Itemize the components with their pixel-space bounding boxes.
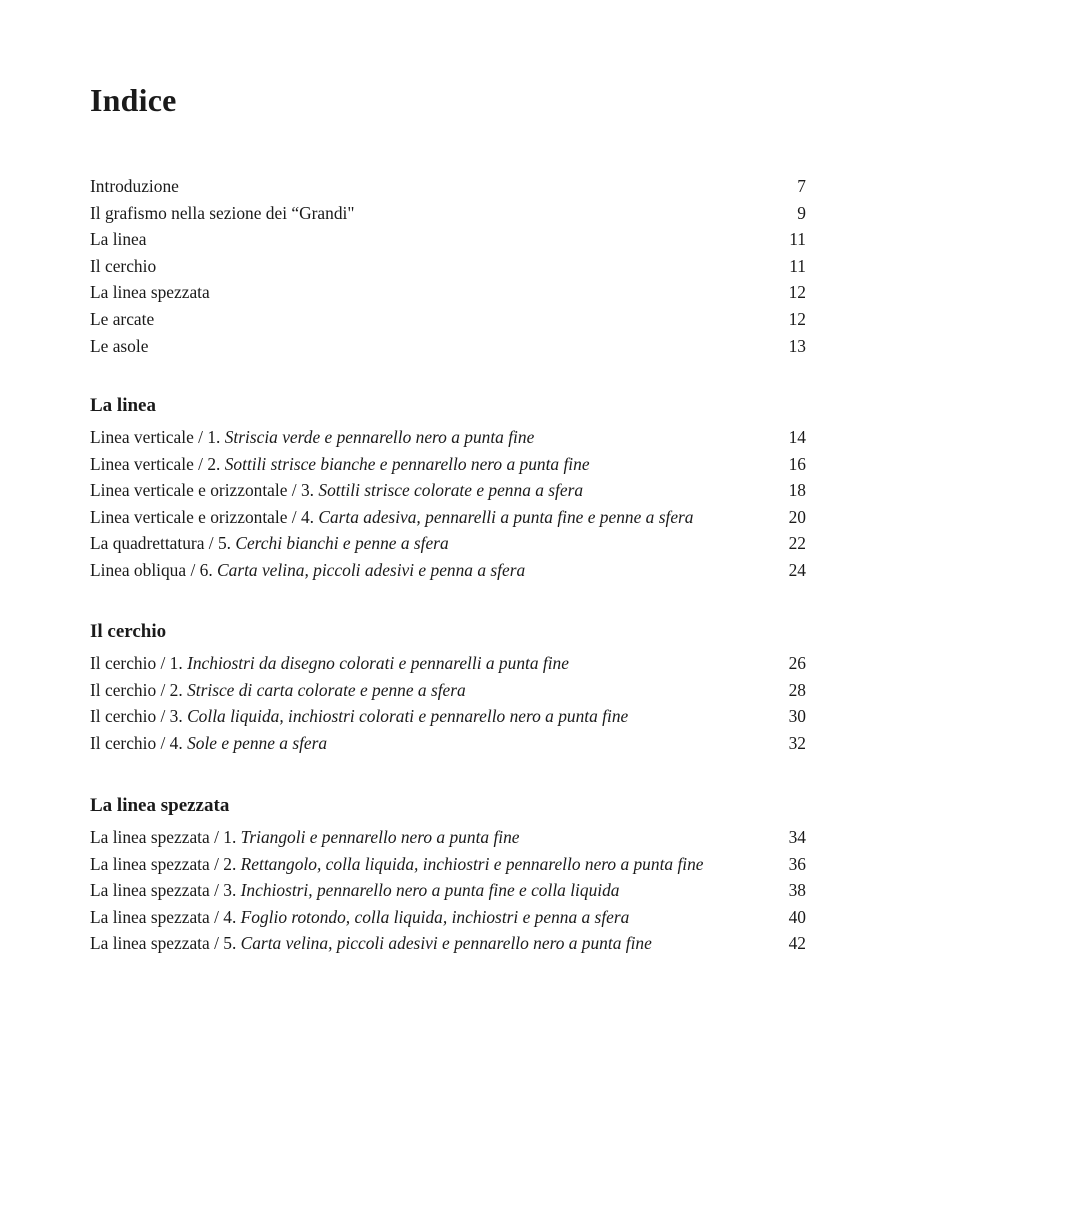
toc-entry-label — [90, 530, 764, 557]
toc-entry-page: 11 — [789, 229, 806, 250]
toc-entry-prefix: Linea verticale / 2. — [90, 453, 225, 474]
toc-entry-page: 36 — [788, 853, 806, 874]
toc-entry[interactable] — [90, 253, 806, 280]
toc-entry-label: Il cerchio — [90, 255, 157, 276]
toc-entry-label — [90, 824, 764, 851]
section-heading: Il cerchio — [90, 621, 167, 642]
toc-entry-page: 24 — [788, 559, 806, 580]
toc-entry-prefix: La linea spezzata / 1. — [90, 827, 241, 847]
toc-entry-label — [90, 877, 764, 904]
toc-entry-page: 42 — [788, 933, 806, 954]
toc-entry-prefix: Linea verticale e orizzontale / 4. — [90, 506, 319, 527]
toc-entry[interactable] — [90, 703, 806, 730]
toc-entry[interactable] — [90, 930, 806, 957]
toc-entry[interactable] — [90, 650, 806, 677]
toc-entry-label — [90, 504, 764, 531]
toc-entry-page: 38 — [788, 880, 806, 901]
toc-entry-page: 12 — [788, 308, 806, 329]
toc-entry[interactable] — [90, 477, 806, 504]
toc-entry-label — [90, 424, 764, 451]
toc-entry-prefix: La linea spezzata / 2. — [90, 853, 241, 874]
toc-entry-page: 13 — [788, 335, 806, 356]
toc-entry-label — [90, 703, 764, 730]
toc-entry-label — [90, 930, 764, 957]
toc-entry-page: 32 — [788, 732, 806, 753]
toc-entry[interactable] — [90, 173, 806, 200]
toc-entry-page: 40 — [788, 906, 806, 927]
toc-entry-page: 9 — [797, 202, 806, 223]
toc-entry[interactable] — [90, 877, 806, 904]
toc-entry-description: Rettangolo, colla liquida, inchiostri e pennarello nero a punta fine — [240, 853, 704, 874]
toc-entry-prefix: Linea verticale / 1. — [90, 427, 225, 447]
toc-entry-description: Cerchi bianchi e penne a sfera — [235, 533, 449, 554]
toc-entry[interactable] — [90, 424, 806, 451]
toc-entry-description: Sottili strisce colorate e penna a sfera — [318, 480, 584, 501]
toc-entry-page: 12 — [788, 282, 806, 303]
toc-entry-page: 7 — [797, 176, 806, 196]
toc-entry[interactable] — [90, 451, 806, 478]
toc-entry[interactable] — [90, 851, 806, 878]
toc-entry[interactable] — [90, 306, 806, 333]
toc-entry-label: Le arcate — [90, 308, 155, 329]
toc-entry-prefix: Il cerchio / 2. — [90, 679, 188, 700]
toc-entry-description: Inchiostri da disegno colorati e pennarelli a punta fine — [187, 653, 569, 673]
toc-entry-label: Il grafismo nella sezione dei “Grandi" — [90, 202, 355, 223]
toc-entry[interactable] — [90, 530, 806, 557]
toc-entry[interactable] — [90, 730, 806, 757]
toc-entry-page: 30 — [788, 706, 806, 727]
toc-entry-page: 26 — [788, 653, 806, 673]
toc-entry-description: Sole e penne a sfera — [187, 732, 328, 753]
toc-intro-list — [90, 173, 806, 359]
toc-entry-label: Le asole — [90, 335, 149, 356]
toc-entry-page: 20 — [788, 506, 806, 527]
toc-entry-label — [90, 677, 764, 704]
toc-entry-label: Introduzione — [90, 176, 179, 196]
toc-entry-page: 22 — [788, 533, 806, 554]
toc-entry-label — [90, 730, 764, 757]
toc-entry-page: 34 — [788, 827, 806, 847]
toc-entry-prefix: Linea obliqua / 6. — [90, 559, 218, 580]
toc-entry-prefix: La linea spezzata / 5. — [90, 933, 241, 954]
toc-section-la-linea — [90, 393, 806, 584]
toc-entry-description: Carta adesiva, pennarelli a punta fine e penne a sfera — [318, 506, 694, 527]
toc-entry-description: Carta velina, piccoli adesivi e penna a sfera — [217, 559, 526, 580]
toc-entry-description: Carta velina, piccoli adesivi e pennarello nero a punta fine — [240, 933, 652, 954]
toc-entry-description: Foglio rotondo, colla liquida, inchiostri e penna a sfera — [240, 906, 630, 927]
toc-entry[interactable] — [90, 504, 806, 531]
toc-entry-label: La linea spezzata — [90, 282, 210, 303]
toc-entry-prefix: La linea spezzata / 3. — [90, 880, 241, 901]
toc-entry-label — [90, 557, 764, 584]
toc-section-la-linea-spezzata — [90, 793, 806, 957]
toc-entry-page: 11 — [789, 255, 806, 276]
toc-entry-description: Striscia verde e pennarello nero a punta fine — [224, 427, 535, 447]
toc-entry[interactable] — [90, 226, 806, 253]
toc-entry-label — [90, 904, 764, 931]
toc-entry-page: 18 — [788, 480, 806, 501]
toc-entry[interactable] — [90, 824, 806, 851]
toc-entry[interactable] — [90, 557, 806, 584]
toc-entry-label — [90, 477, 764, 504]
toc-entry-prefix: La linea spezzata / 4. — [90, 906, 241, 927]
toc-entry[interactable] — [90, 904, 806, 931]
toc-entry-prefix: Linea verticale e orizzontale / 3. — [90, 480, 319, 501]
toc-entry-label: La linea — [90, 229, 147, 250]
toc-entry[interactable] — [90, 677, 806, 704]
toc-entry-prefix: Il cerchio / 1. — [90, 653, 188, 673]
page-title: Indice — [90, 82, 177, 118]
toc-entry-description: Sottili strisce bianche e pennarello nero a punta fine — [224, 453, 590, 474]
toc-entry-prefix: Il cerchio / 4. — [90, 732, 188, 753]
section-heading: La linea spezzata — [90, 795, 230, 816]
toc-entry-description: Inchiostri, pennarello nero a punta fine e colla liquida — [240, 880, 620, 901]
toc-entry-label — [90, 451, 764, 478]
toc-entry-page: 16 — [788, 453, 806, 474]
toc-entry[interactable] — [90, 333, 806, 360]
toc-entry-label — [90, 851, 764, 878]
toc-entry-page: 28 — [788, 679, 806, 700]
toc-entry[interactable] — [90, 200, 806, 227]
toc-entry-description: Triangoli e pennarello nero a punta fine — [240, 827, 520, 847]
toc-entry-label — [90, 650, 764, 677]
toc-entry[interactable] — [90, 279, 806, 306]
toc-entry-page: 14 — [788, 427, 806, 447]
toc-entry-description: Strisce di carta colorate e penne a sfera — [187, 679, 466, 700]
toc-section-il-cerchio — [90, 619, 806, 756]
toc-entry-description: Colla liquida, inchiostri colorati e pennarello nero a punta fine — [187, 706, 629, 727]
toc-entry-prefix: Il cerchio / 3. — [90, 706, 188, 727]
section-heading: La linea — [90, 395, 156, 416]
toc-entry-prefix: La quadrettatura / 5. — [90, 533, 236, 554]
